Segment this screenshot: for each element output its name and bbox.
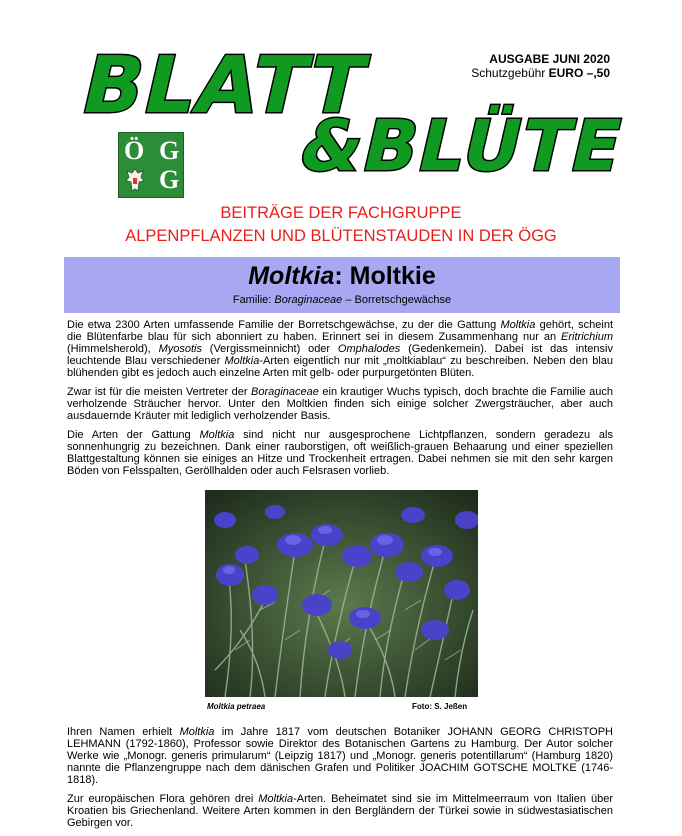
- title-common: Moltkie: [342, 262, 436, 290]
- paragraph-5: Zur europäischen Flora gehören drei Moltkia-Arten. Beheimatet sind sie im Mittelmeerraum von Italien über Kroatien bis Griechenland. Weitere Arten kommen in den Bergländern der Türkei sowie in südwestasiatischen Gebirgen vor.: [67, 793, 613, 829]
- article-body-lower: [67, 726, 613, 836]
- logo-letter-2: G: [159, 136, 180, 165]
- article-title: [64, 260, 620, 292]
- article-body-upper: [67, 319, 613, 484]
- photo-caption-species: Moltkia petraea: [207, 702, 266, 711]
- masthead-title: [0, 0, 682, 190]
- oegg-logo: [118, 132, 184, 198]
- fee-label: Schutzgebühr: [471, 66, 546, 80]
- issue-fee: [471, 66, 610, 80]
- paragraph-2: Zwar ist für die meisten Vertreter der Boraginaceae ein krautiger Wuchs typisch, doch brachte die Familie auch verholzende Sträucher hervor. Unter den Moltkien finden sich einige solcher Zwergsträucher, aber auch ausdauernde Kräuter mit lediglich verholzender Basis.: [67, 386, 614, 422]
- paragraph-1: Die etwa 2300 Arten umfassende Familie der Borretschgewächse, zu der die Gattung Moltkia gehört, scheint die Blütenfarbe blau für sich abonniert zu haben. Erinnert sei in diesem Zusammenhang nur an Eritrichium (Himmelsherold), Myosotis (Vergissmeinnicht) oder Omphalodes (Gedenkemein). Dabei ist das intensiv leuchtende Blau verschiedener Moltkia-Arten eigentlich nur mit „moltkiablau“ zu beschreiben. Neben den blau blühenden gibt es jedoch auch einzelne Arten mit gelb- oder purpurgetönten Blüten.: [67, 319, 613, 379]
- title-colon: :: [334, 262, 343, 290]
- issue-info: [471, 52, 610, 80]
- title-word-blatt: BLATT: [73, 39, 377, 131]
- section-subtitle: [0, 202, 682, 248]
- flower-photo-illustration: [205, 490, 478, 697]
- article-header-bar: [64, 257, 620, 313]
- photo-caption-credit: Foto: S. Jeßen: [412, 702, 468, 711]
- subtitle-line-1: BEITRÄGE DER FACHGRUPPE: [220, 204, 462, 222]
- logo-letter-1: Ö: [124, 136, 145, 165]
- family-label: Familie:: [232, 294, 275, 306]
- paragraph-4: Ihren Namen erhielt Moltkia im Jahre 1817 vom deutschen Botaniker JOHANN GEORG CHRISTOPH LEHMANN (1792-1860), Professor sowie Direktor des Botanischen Gartens zu Hamburg. Der Autor solcher Werke wie „Monogr. generis primularum“ (Leipzig 1817) und „Monogr. generis potentillarum“ (Hamburg 1820) nannte die Pflanzengruppe nach dem dänischen Grafen und Politiker JOACHIM GOTSCHE MOLTKE (1746-1818).: [67, 726, 613, 786]
- subtitle-line-2: ALPENPFLANZEN UND BLÜTENSTAUDEN IN DER ÖGG: [125, 227, 557, 245]
- issue-date: AUSGABE JUNI 2020: [489, 52, 610, 66]
- family-name: Boraginaceae: [274, 294, 343, 306]
- title-word-bluete: &BLÜTE: [292, 104, 632, 187]
- masthead: [0, 0, 682, 194]
- logo-letter-3: G: [159, 165, 180, 194]
- title-genus: Moltkia: [248, 262, 335, 290]
- family-rest: – Borretschgewächse: [342, 294, 452, 306]
- article-family: [64, 294, 620, 307]
- moltkia-photo: [205, 490, 478, 697]
- eagle-crest-icon: [125, 167, 145, 193]
- fee-value: EURO –,50: [548, 66, 610, 80]
- paragraph-3: Die Arten der Gattung Moltkia sind nicht nur ausgesprochene Lichtpflanzen, sondern geradezu als sonnenhungrig zu bezeichnen. Dank einer rauborstigen, oft weißlich-grauen Behaarung und einer speziellen Blattgestaltung können sie einiges an Hitze und Trockenheit ertragen. Dabei nehmen sie mit den sehr kargen Böden von Felsspalten, Geröllhalden oder auch Felsrasen vorlieb.: [67, 429, 613, 477]
